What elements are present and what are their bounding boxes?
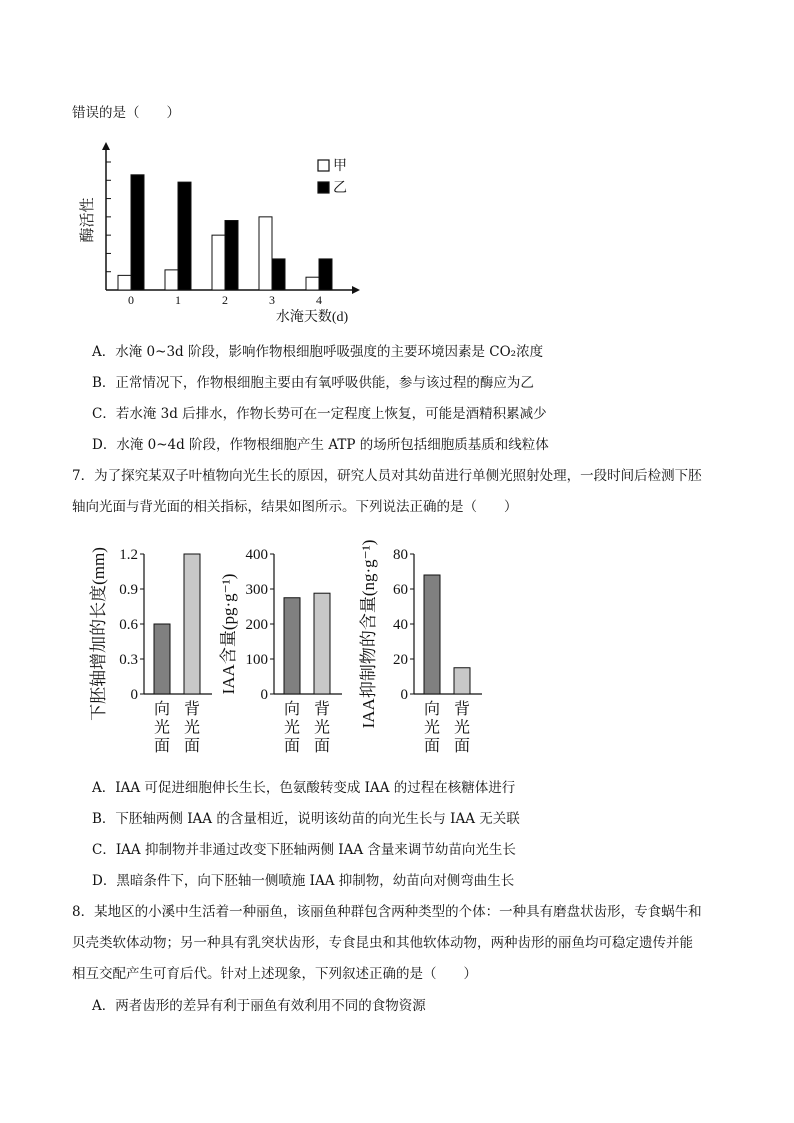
y-tick-label: 1.2 (119, 547, 138, 563)
x-tick-label: 向光面 (153, 701, 171, 755)
x-tick-label: 背光面 (183, 701, 201, 755)
q7-stem-line2: 轴向光面与背光面的相关指标，结果如图所示。下列说法正确的是（ ） (72, 499, 518, 515)
bar-jia (212, 235, 225, 290)
legend-label: 甲 (333, 159, 347, 174)
hypocotyl-length-chart (84, 530, 214, 770)
bar (284, 598, 300, 694)
iaa-inhibitor-chart (354, 530, 494, 770)
q6-option-b: B．正常情况下，作物根细胞主要由有氧呼吸供能，参与该过程的酶应为乙 (92, 375, 534, 391)
y-tick-label: 0.3 (119, 652, 138, 668)
x-tick-label: 背光面 (453, 701, 471, 755)
q6-stem-tail: 错误的是（ ） (72, 105, 180, 121)
y-axis-arrow (102, 142, 110, 150)
y-axis-label: IAA抑制物的含量(ng·g⁻¹) (359, 539, 378, 729)
q6-option-d: D．水淹 0~4d 阶段，作物根细胞产生 ATP 的场所包括细胞质基质和线粒体 (92, 437, 549, 453)
iaa-content-chart (214, 530, 354, 770)
y-tick-label: 200 (245, 617, 268, 633)
q8-stem-line3: 相互交配产生可育后代。针对上述现象，下列叙述正确的是（ ） (72, 966, 477, 982)
bar (454, 668, 470, 694)
bar-yi (225, 221, 238, 290)
bar-jia (165, 270, 178, 290)
bar-yi (178, 182, 191, 290)
y-axis-label: 酶活性 (80, 197, 96, 243)
bar-yi (131, 175, 144, 290)
q7-option-c: C．IAA 抑制物并非通过改变下胚轴两侧 IAA 含量来调节幼苗向光生长 (92, 842, 516, 858)
bar-yi (319, 259, 332, 290)
bar-jia (259, 217, 272, 290)
x-tick-label: 背光面 (313, 701, 331, 755)
bar (184, 554, 200, 694)
x-tick-label: 向光面 (423, 701, 441, 755)
bar (154, 624, 170, 694)
y-tick-label: 400 (245, 547, 268, 563)
bar-jia (118, 275, 131, 290)
q7-stem-line1: 7．为了探究某双子叶植物向光生长的原因，研究人员对其幼苗进行单侧光照射处理，一段时间后检测下胚 (72, 468, 702, 484)
y-tick-label: 60 (393, 582, 408, 598)
bar (314, 593, 330, 694)
q7-option-a: A．IAA 可促进细胞伸长生长，色氨酸转变成 IAA 的过程在核糖体进行 (92, 780, 516, 796)
bar (424, 575, 440, 694)
bar-yi (272, 259, 285, 290)
q7-option-b: B．下胚轴两侧 IAA 的含量相近，说明该幼苗的向光生长与 IAA 无关联 (92, 811, 520, 827)
x-tick-label: 3 (269, 293, 275, 307)
q8-stem-line2: 贝壳类软体动物；另一种具有乳突状齿形，专食昆虫和其他软体动物，两种齿形的丽鱼均可稳定遗传并能 (72, 935, 693, 951)
q7-option-d: D．黑暗条件下，向下胚轴一侧喷施 IAA 抑制物，幼苗向对侧弯曲生长 (92, 873, 515, 889)
y-tick-label: 40 (393, 617, 408, 633)
x-axis-arrow (352, 286, 360, 294)
legend-label: 乙 (333, 181, 347, 196)
legend-swatch (318, 160, 329, 171)
y-tick-label: 100 (245, 652, 268, 668)
y-tick-label: 0 (400, 687, 408, 703)
y-tick-label: 0 (260, 687, 268, 703)
y-axis-label: IAA含量(pg·g⁻¹) (219, 573, 238, 695)
y-tick-label: 80 (393, 547, 408, 563)
bar-jia (306, 277, 319, 290)
q8-option-a: A．两者齿形的差异有利于丽鱼有效利用不同的食物资源 (92, 998, 426, 1014)
q8-stem-line1: 8．某地区的小溪中生活着一种丽鱼，该丽鱼种群包含两种类型的个体：一种具有磨盘状齿形，专食蜗牛和 (72, 904, 702, 920)
y-tick-label: 300 (245, 582, 268, 598)
legend-swatch (318, 182, 329, 193)
y-tick-label: 0.6 (119, 617, 138, 633)
enzyme-activity-chart (78, 132, 378, 328)
y-tick-label: 20 (393, 652, 408, 668)
y-tick-label: 0.9 (119, 582, 138, 598)
q6-option-c: C．若水淹 3d 后排水，作物长势可在一定程度上恢复，可能是酒精积累减少 (92, 406, 547, 422)
x-tick-label: 向光面 (283, 701, 301, 755)
y-axis-label: 下胚轴增加的长度(mm) (89, 547, 108, 721)
q6-option-a: A．水淹 0~3d 阶段，影响作物根细胞呼吸强度的主要环境因素是 CO₂浓度 (92, 344, 544, 360)
x-axis-label: 水淹天数(d) (275, 310, 349, 325)
x-tick-label: 1 (175, 293, 181, 307)
x-tick-label: 4 (316, 293, 322, 307)
x-tick-label: 0 (128, 293, 134, 307)
y-tick-label: 0 (130, 687, 138, 703)
x-tick-label: 2 (222, 293, 228, 307)
